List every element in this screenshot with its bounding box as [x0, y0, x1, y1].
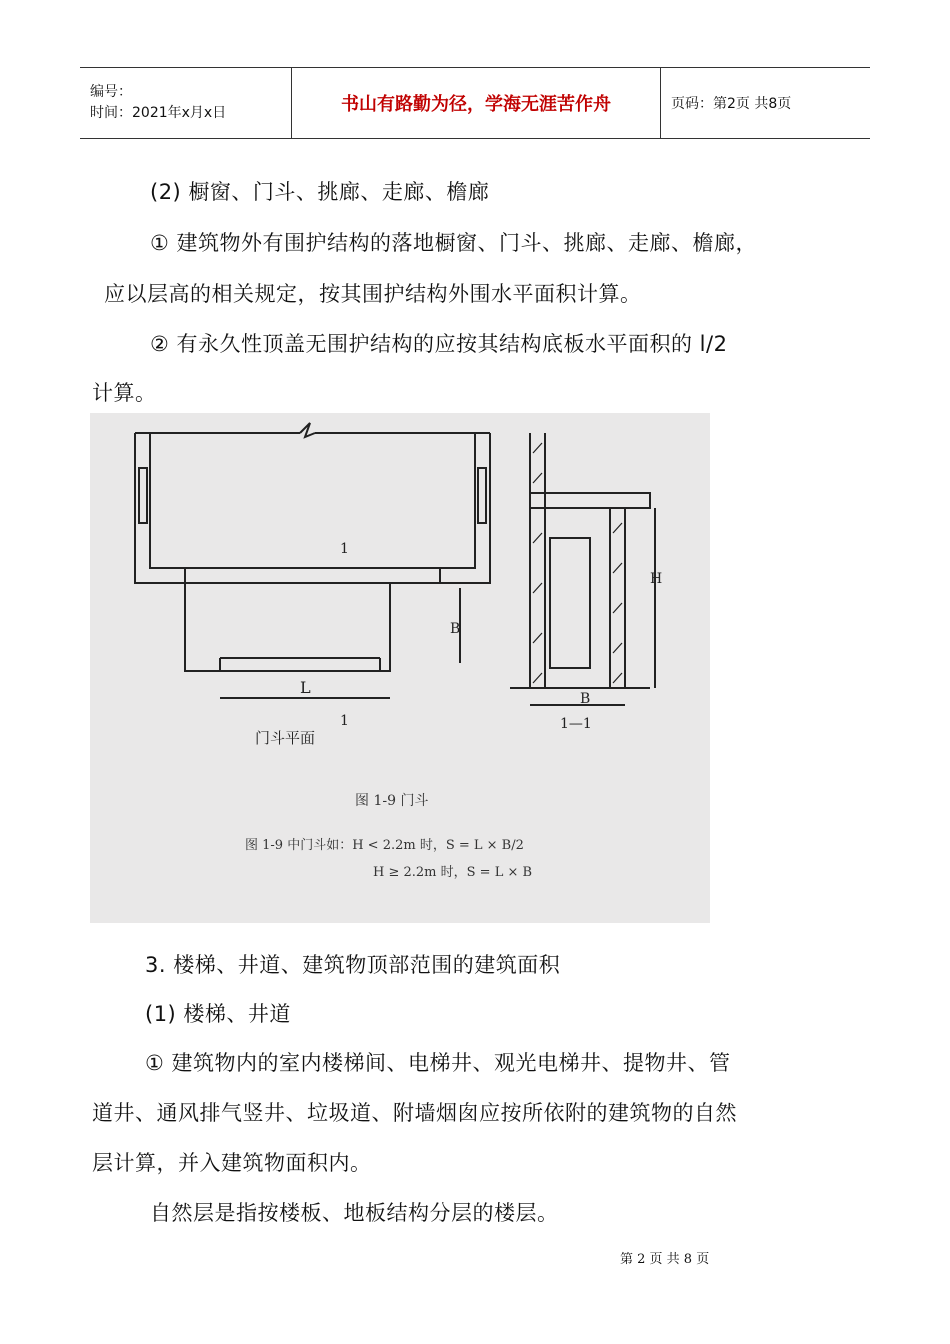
motto-text: 书山有路勤为径，学海无涯苦作舟 — [341, 94, 611, 115]
header-motto — [292, 68, 661, 138]
figure-labels — [245, 541, 662, 880]
label-H: H — [650, 571, 663, 587]
label-B-section: B — [580, 691, 591, 707]
paragraph-rule-1-line2: 应以层高的相关规定，按其围护结构外围水平面积计算。 — [104, 282, 642, 306]
paragraph-rule-2-line1: ② 有永久性顶盖无围护结构的应按其结构底板水平面积的 l/2 — [150, 332, 728, 356]
door-vestibule-figure — [90, 413, 710, 923]
paragraph-heading-2: (2) 橱窗、门斗、挑廊、走廊、檐廊 — [150, 180, 490, 204]
vestibule-drawing — [90, 413, 710, 923]
paragraph-rule-3-line2: 道井、通风排气竖井、垃圾道、附墙烟囱应按所依附的建筑物的自然 — [92, 1101, 737, 1125]
page-footer: 第 2 页 共 8 页 — [620, 1252, 710, 1267]
section-mark-bottom: 1 — [340, 713, 349, 729]
paragraph-heading-1: (1) 楼梯、井道 — [145, 1002, 291, 1026]
date-label: 时间：2021年x月x日 — [90, 105, 227, 121]
figure-note-2: H ≥ 2.2m 时，S = L × B — [373, 865, 533, 880]
header-table — [80, 67, 870, 139]
paragraph-rule-2-line2: 计算。 — [92, 381, 157, 405]
section-mark-top: 1 — [340, 541, 349, 557]
paragraph-section-3: 3. 楼梯、井道、建筑物顶部范围的建筑面积 — [145, 953, 561, 977]
doc-number-label: 编号： — [90, 84, 132, 100]
paragraph-rule-1-line1: ① 建筑物外有围护结构的落地橱窗、门斗、挑廊、走廊、檐廊， — [150, 231, 757, 255]
header-meta — [80, 68, 292, 138]
page-info-text: 页码：第2页 共8页 — [671, 96, 792, 112]
figure-caption: 图 1-9 门斗 — [355, 793, 429, 809]
header-page-info — [661, 68, 870, 138]
paragraph-rule-3-line1: ① 建筑物内的室内楼梯间、电梯井、观光电梯井、提物井、管 — [145, 1051, 731, 1075]
plan-title: 门斗平面 — [255, 729, 316, 747]
section-title: 1—1 — [560, 716, 592, 732]
figure-note-1: 图 1-9 中门斗如：H < 2.2m 时，S = L × B/2 — [245, 838, 524, 853]
paragraph-definition: 自然层是指按楼板、地板结构分层的楼层。 — [150, 1201, 559, 1225]
label-B-plan: B — [450, 621, 461, 637]
paragraph-rule-3-line3: 层计算，并入建筑物面积内。 — [92, 1151, 372, 1175]
label-L: L — [300, 678, 311, 697]
